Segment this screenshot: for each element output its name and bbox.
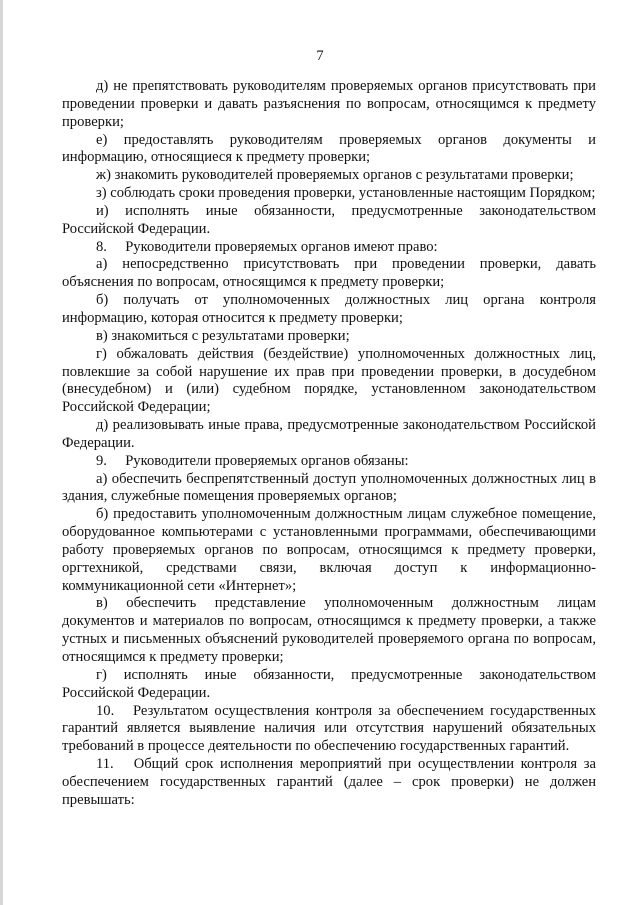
- paragraph-8d: д) реализовывать иные права, предусмотренные законодательством Российской Федерации.: [62, 417, 596, 451]
- section-9-heading: 9. Руководители проверяемых органов обязаны:: [96, 452, 409, 469]
- paragraph-8a: а) непосредственно присутствовать при проведении проверки, давать объяснения по вопросам, относящимся к предмету проверки;: [62, 256, 596, 291]
- scan-edge: [0, 0, 3, 905]
- paragraph-e-obligation: е) предоставлять руководителям проверяемых органов документы и информацию, относящиеся к предмету проверки;: [62, 131, 596, 166]
- section-8-heading: 8. Руководители проверяемых органов имеют право:: [96, 238, 438, 255]
- paragraph-z-obligation: з) соблюдать сроки проведения проверки, установленные настоящим Порядком;: [96, 185, 596, 202]
- section-10: 10. Результатом осуществления контроля за обеспечением государственных гарантий является выявление наличия или отсутствия нарушений обязательных требований в процессе деятельности по обеспечению государственных гарантий.: [62, 702, 596, 755]
- paragraph-9g: г) исполнять иные обязанности, предусмотренные законодательством Российской Федерации.: [62, 666, 596, 701]
- paragraph-9v: в) обеспечить представление уполномоченным должностным лицам документов и материалов по вопросам, относящимся к предмету проверки, а также устных и письменных объяснений руководителей проверяемого органа по вопросам, относящимся к предмету проверки;: [62, 595, 596, 665]
- document-body: [62, 78, 596, 810]
- paragraph-9a: а) обеспечить беспрепятственный доступ уполномоченных должностных лиц в здания, служебные помещения проверяемых органов;: [62, 470, 596, 505]
- paragraph-zh-obligation: ж) знакомить руководителей проверяемых органов с результатами проверки;: [96, 167, 574, 184]
- paragraph-8b: б) получать от уполномоченных должностных лиц органа контроля информацию, которая относится к предмету проверки;: [62, 292, 596, 326]
- paragraph-d-obligation: д) не препятствовать руководителям проверяемых органов присутствовать при проведении проверки и давать разъяснения по вопросам, относящимся к предмету проверки;: [62, 78, 596, 130]
- section-11: 11. Общий срок исполнения мероприятий при осуществлении контроля за обеспечением государственных гарантий (далее – срок проверки) не должен превышать:: [62, 756, 596, 808]
- paragraph-8g: г) обжаловать действия (бездействие) уполномоченных должностных лиц, повлекшие за собой нарушение их прав при проведении проверки, в досудебном (внесудебном) и (или) судебном порядке, установленном законодательством Российской Федерации;: [62, 345, 596, 416]
- paragraph-9b: б) предоставить уполномоченным должностным лицам служебное помещение, оборудованное компьютерами с установленными программами, обеспечивающими работу проверяемых органов по вопросам, относящимся к предмету проверки, оргтехникой, средствами связи, включая доступ к информационно-коммуникационной сети «Интернет»;: [62, 506, 596, 594]
- paragraph-i-obligation: и) исполнять иные обязанности, предусмотренные законодательством Российской Федерации.: [62, 202, 596, 237]
- paragraph-8v: в) знакомиться с результатами проверки;: [96, 327, 350, 344]
- page-number: 7: [316, 48, 324, 64]
